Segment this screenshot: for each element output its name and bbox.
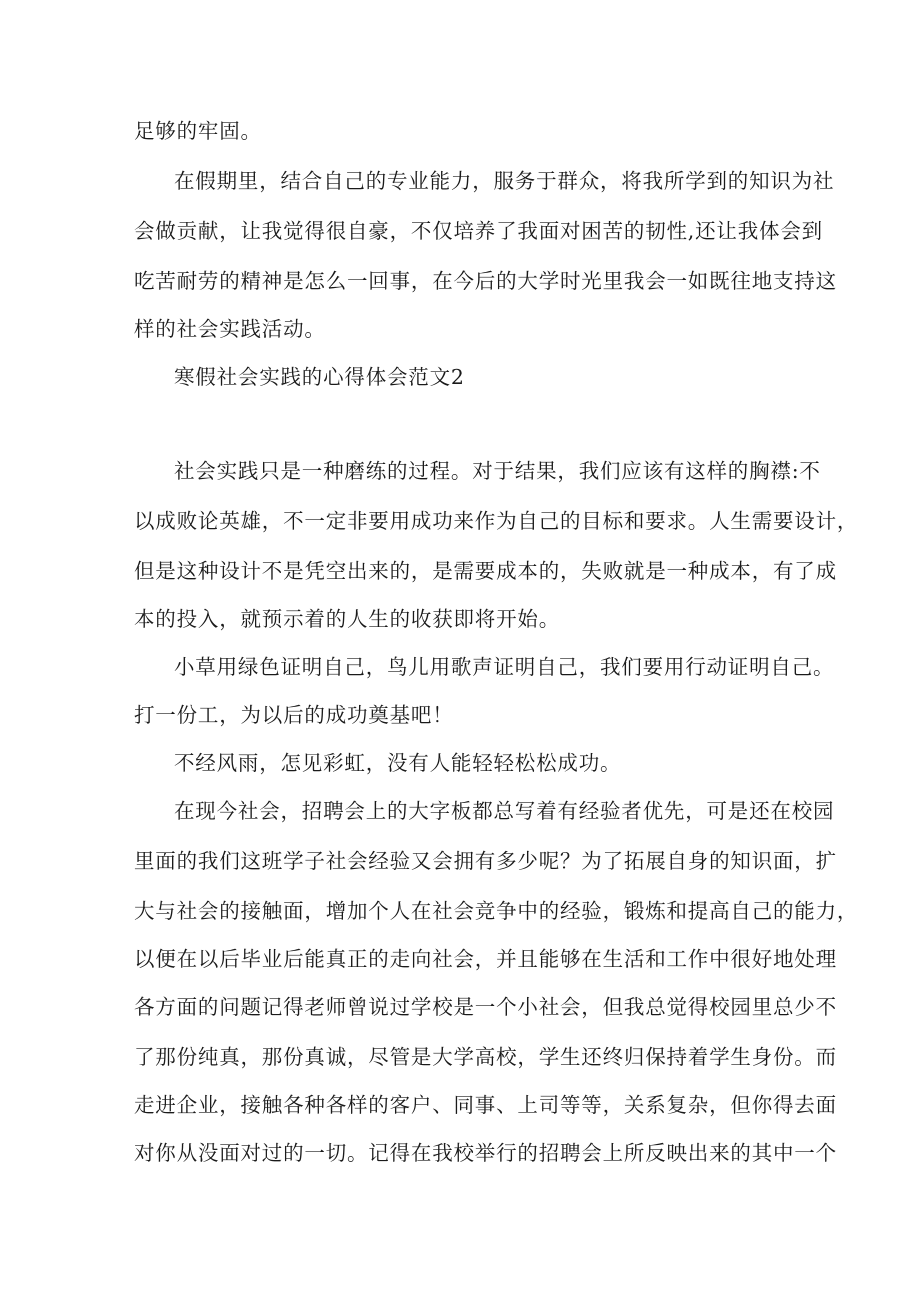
text-line: 了那份纯真，那份真诚，尽管是大学高校，学生还终归保持着学生身份。而 [134, 1045, 837, 1069]
section-heading: 寒假社会实践的心得体会范文2 [174, 365, 465, 389]
text-line: 在现今社会，招聘会上的大字板都总写着有经验者优先，可是还在校园 [174, 799, 835, 823]
text-line: 以便在以后毕业后能真正的走向社会，并且能够在生活和工作中很好地处理 [134, 947, 837, 971]
text-line: 打一份工，为以后的成功奠基吧！ [134, 703, 454, 727]
text-line: 本的投入，就预示着的人生的收获即将开始。 [134, 607, 560, 631]
text-line: 足够的牢固。 [134, 119, 262, 143]
text-line: 样的社会实践活动。 [134, 317, 326, 341]
text-line: 不经风雨，怎见彩虹，没有人能轻轻松松成功。 [174, 751, 622, 775]
text-line: 会做贡献，让我觉得很自豪，不仅培养了我面对困苦的韧性,还让我体会到 [134, 219, 823, 243]
text-line: 小草用绿色证明自己，鸟儿用歌声证明自己，我们要用行动证明自己。 [174, 655, 835, 679]
text-line: 但是这种设计不是凭空出来的，是需要成本的，失败就是一种成本，有了成 [134, 559, 837, 583]
text-line: 对你从没面对过的一切。记得在我校举行的招聘会上所反映出来的其中一个 [134, 1141, 837, 1165]
text-line: 各方面的问题记得老师曾说过学校是一个小社会，但我总觉得校园里总少不 [134, 995, 837, 1019]
text-line: 社会实践只是一种磨练的过程。对于结果，我们应该有这样的胸襟:不 [174, 459, 821, 483]
text-line: 走进企业，接触各种各样的客户、同事、上司等等，关系复杂，但你得去面 [134, 1093, 837, 1117]
text-line: 里面的我们这班学子社会经验又会拥有多少呢？为了拓展自身的知识面，扩 [134, 849, 837, 873]
text-line: 吃苦耐劳的精神是怎么一回事，在今后的大学时光里我会一如既往地支持这 [134, 269, 837, 293]
text-line: 在假期里，结合自己的专业能力，服务于群众，将我所学到的知识为社 [174, 169, 835, 193]
text-line: 以成败论英雄，不一定非要用成功来作为自己的目标和要求。人生需要设计， [134, 509, 859, 533]
text-line: 大与社会的接触面，增加个人在社会竞争中的经验，锻炼和提高自己的能力， [134, 899, 859, 923]
